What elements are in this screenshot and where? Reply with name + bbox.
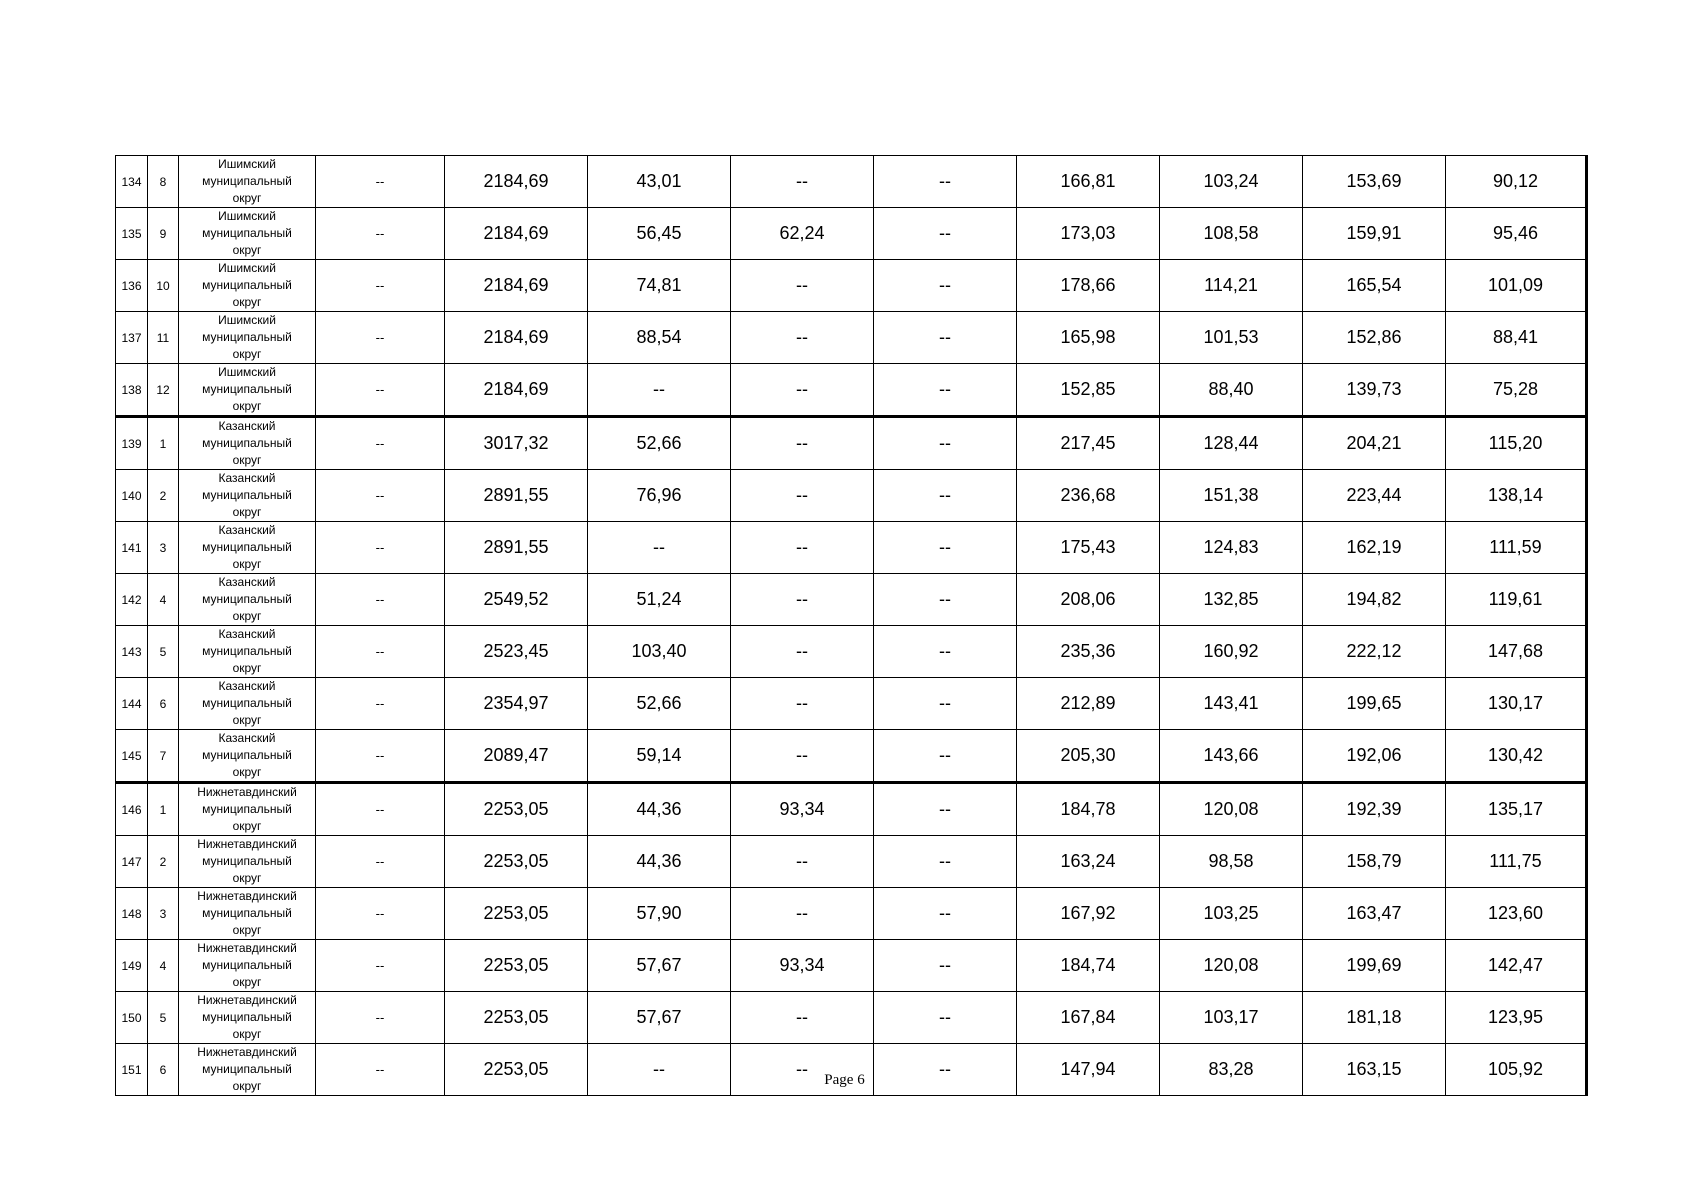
- value-cell: --: [731, 364, 874, 417]
- value-cell: 2184,69: [445, 312, 588, 364]
- row-number-cell: 136: [116, 260, 148, 312]
- table-row: [116, 312, 1587, 364]
- value-cell: 236,68: [1017, 470, 1160, 522]
- table-row: [116, 522, 1587, 574]
- tariff-table: [115, 155, 1588, 1096]
- table-row: [116, 940, 1587, 992]
- table-row: [116, 208, 1587, 260]
- district-name-line: Нижнетавдинский: [197, 889, 297, 903]
- value-cell: 2523,45: [445, 626, 588, 678]
- value-cell: 124,83: [1160, 522, 1303, 574]
- value-cell: 160,92: [1160, 626, 1303, 678]
- district-name-line: Ишимский: [218, 261, 276, 275]
- value-cell: 93,34: [731, 940, 874, 992]
- value-cell: 2549,52: [445, 574, 588, 626]
- value-cell: 175,43: [1017, 522, 1160, 574]
- value-cell: 52,66: [588, 417, 731, 470]
- district-name-line: Ишимский: [218, 157, 276, 171]
- row-number-cell: 150: [116, 992, 148, 1044]
- value-cell: --: [874, 208, 1017, 260]
- table-row: [116, 730, 1587, 783]
- district-name-line: Казанский: [218, 679, 276, 693]
- value-cell: 111,75: [1446, 836, 1587, 888]
- value-cell: 167,84: [1017, 992, 1160, 1044]
- value-cell: 115,20: [1446, 417, 1587, 470]
- table-row: [116, 626, 1587, 678]
- district-name-line: муниципальный: [202, 436, 292, 450]
- value-cell: --: [874, 730, 1017, 783]
- row-number-cell: 140: [116, 470, 148, 522]
- value-cell: --: [731, 626, 874, 678]
- value-cell: 128,44: [1160, 417, 1303, 470]
- row-number-cell: 151: [116, 1044, 148, 1096]
- value-cell: --: [874, 522, 1017, 574]
- value-cell: 123,60: [1446, 888, 1587, 940]
- value-cell: 2184,69: [445, 156, 588, 208]
- district-name-line: Казанский: [218, 471, 276, 485]
- value-cell: --: [316, 626, 445, 678]
- district-name-line: муниципальный: [202, 1062, 292, 1076]
- value-cell: --: [316, 888, 445, 940]
- value-cell: 2253,05: [445, 1044, 588, 1096]
- value-cell: 184,74: [1017, 940, 1160, 992]
- district-name-line: муниципальный: [202, 958, 292, 972]
- value-cell: 142,47: [1446, 940, 1587, 992]
- district-name-line: Нижнетавдинский: [197, 993, 297, 1007]
- sub-number-cell: 5: [148, 992, 179, 1044]
- row-number-cell: 139: [116, 417, 148, 470]
- district-cell: [179, 417, 316, 470]
- district-name-line: муниципальный: [202, 488, 292, 502]
- district-name-line: Ишимский: [218, 365, 276, 379]
- value-cell: 93,34: [731, 783, 874, 836]
- value-cell: --: [731, 888, 874, 940]
- district-cell: [179, 626, 316, 678]
- value-cell: 114,21: [1160, 260, 1303, 312]
- value-cell: 173,03: [1017, 208, 1160, 260]
- table-row: [116, 783, 1587, 836]
- value-cell: 75,28: [1446, 364, 1587, 417]
- value-cell: 147,94: [1017, 1044, 1160, 1096]
- district-name-line: муниципальный: [202, 382, 292, 396]
- value-cell: 120,08: [1160, 940, 1303, 992]
- value-cell: 2253,05: [445, 836, 588, 888]
- value-cell: 74,81: [588, 260, 731, 312]
- value-cell: 151,38: [1160, 470, 1303, 522]
- value-cell: --: [316, 312, 445, 364]
- district-name-line: муниципальный: [202, 226, 292, 240]
- district-name-line: муниципальный: [202, 696, 292, 710]
- value-cell: 123,95: [1446, 992, 1587, 1044]
- value-cell: --: [731, 992, 874, 1044]
- value-cell: 101,53: [1160, 312, 1303, 364]
- district-cell: [179, 522, 316, 574]
- value-cell: 184,78: [1017, 783, 1160, 836]
- value-cell: 103,24: [1160, 156, 1303, 208]
- row-number-cell: 137: [116, 312, 148, 364]
- value-cell: 88,40: [1160, 364, 1303, 417]
- value-cell: 2891,55: [445, 522, 588, 574]
- district-name-line: Казанский: [218, 575, 276, 589]
- value-cell: 2253,05: [445, 992, 588, 1044]
- value-cell: --: [874, 156, 1017, 208]
- value-cell: --: [316, 783, 445, 836]
- district-cell: [179, 208, 316, 260]
- sub-number-cell: 11: [148, 312, 179, 364]
- district-name-line: округ: [232, 399, 262, 413]
- district-cell: [179, 836, 316, 888]
- district-name-line: Нижнетавдинский: [197, 785, 297, 799]
- value-cell: 44,36: [588, 836, 731, 888]
- value-cell: --: [316, 364, 445, 417]
- value-cell: 101,09: [1446, 260, 1587, 312]
- value-cell: 52,66: [588, 678, 731, 730]
- value-cell: 204,21: [1303, 417, 1446, 470]
- district-name-line: муниципальный: [202, 540, 292, 554]
- value-cell: 62,24: [731, 208, 874, 260]
- value-cell: 2253,05: [445, 888, 588, 940]
- value-cell: --: [316, 470, 445, 522]
- value-cell: 199,65: [1303, 678, 1446, 730]
- value-cell: 2184,69: [445, 364, 588, 417]
- value-cell: 192,06: [1303, 730, 1446, 783]
- value-cell: 235,36: [1017, 626, 1160, 678]
- sub-number-cell: 5: [148, 626, 179, 678]
- district-cell: [179, 470, 316, 522]
- value-cell: --: [874, 417, 1017, 470]
- district-name-line: Казанский: [218, 627, 276, 641]
- value-cell: 98,58: [1160, 836, 1303, 888]
- value-cell: 143,41: [1160, 678, 1303, 730]
- value-cell: --: [874, 260, 1017, 312]
- value-cell: 88,54: [588, 312, 731, 364]
- sub-number-cell: 4: [148, 940, 179, 992]
- district-name-line: округ: [232, 713, 262, 727]
- district-cell: [179, 888, 316, 940]
- district-cell: [179, 992, 316, 1044]
- value-cell: --: [731, 1044, 874, 1096]
- value-cell: 163,47: [1303, 888, 1446, 940]
- row-number-cell: 142: [116, 574, 148, 626]
- value-cell: 2184,69: [445, 260, 588, 312]
- district-name-line: муниципальный: [202, 802, 292, 816]
- value-cell: 2891,55: [445, 470, 588, 522]
- district-name-line: округ: [232, 923, 262, 937]
- value-cell: --: [731, 574, 874, 626]
- value-cell: --: [316, 678, 445, 730]
- district-name-line: муниципальный: [202, 906, 292, 920]
- district-name-line: округ: [232, 975, 262, 989]
- district-cell: [179, 574, 316, 626]
- value-cell: 163,15: [1303, 1044, 1446, 1096]
- value-cell: --: [874, 678, 1017, 730]
- district-name-line: округ: [232, 347, 262, 361]
- value-cell: 2184,69: [445, 208, 588, 260]
- value-cell: --: [874, 992, 1017, 1044]
- sub-number-cell: 6: [148, 678, 179, 730]
- value-cell: 132,85: [1160, 574, 1303, 626]
- district-name-line: округ: [232, 295, 262, 309]
- district-name-line: округ: [232, 557, 262, 571]
- value-cell: --: [316, 208, 445, 260]
- row-number-cell: 146: [116, 783, 148, 836]
- district-name-line: муниципальный: [202, 748, 292, 762]
- district-name-line: округ: [232, 871, 262, 885]
- value-cell: --: [874, 470, 1017, 522]
- sub-number-cell: 1: [148, 417, 179, 470]
- district-cell: [179, 312, 316, 364]
- table-row: [116, 888, 1587, 940]
- district-name-line: округ: [232, 661, 262, 675]
- value-cell: --: [874, 574, 1017, 626]
- district-name-line: муниципальный: [202, 278, 292, 292]
- row-number-cell: 135: [116, 208, 148, 260]
- district-name-line: Нижнетавдинский: [197, 1045, 297, 1059]
- district-name-line: округ: [232, 505, 262, 519]
- value-cell: --: [316, 730, 445, 783]
- value-cell: 120,08: [1160, 783, 1303, 836]
- tariff-table-container: [115, 155, 1586, 1096]
- district-cell: [179, 678, 316, 730]
- district-cell: [179, 156, 316, 208]
- value-cell: 178,66: [1017, 260, 1160, 312]
- value-cell: --: [731, 470, 874, 522]
- value-cell: 105,92: [1446, 1044, 1587, 1096]
- value-cell: --: [316, 1044, 445, 1096]
- district-name-line: округ: [232, 243, 262, 257]
- value-cell: 205,30: [1017, 730, 1160, 783]
- sub-number-cell: 6: [148, 1044, 179, 1096]
- value-cell: --: [874, 783, 1017, 836]
- district-name-line: муниципальный: [202, 644, 292, 658]
- district-name-line: Нижнетавдинский: [197, 941, 297, 955]
- district-name-line: округ: [232, 819, 262, 833]
- value-cell: 103,40: [588, 626, 731, 678]
- value-cell: 3017,32: [445, 417, 588, 470]
- table-row: [116, 470, 1587, 522]
- district-name-line: муниципальный: [202, 854, 292, 868]
- value-cell: 44,36: [588, 783, 731, 836]
- value-cell: --: [316, 574, 445, 626]
- value-cell: --: [316, 522, 445, 574]
- value-cell: 143,66: [1160, 730, 1303, 783]
- table-row: [116, 574, 1587, 626]
- value-cell: 90,12: [1446, 156, 1587, 208]
- district-name-line: Ишимский: [218, 209, 276, 223]
- value-cell: --: [731, 836, 874, 888]
- district-name-line: округ: [232, 1079, 262, 1093]
- value-cell: 167,92: [1017, 888, 1160, 940]
- value-cell: 95,46: [1446, 208, 1587, 260]
- value-cell: 217,45: [1017, 417, 1160, 470]
- value-cell: --: [874, 364, 1017, 417]
- value-cell: 152,86: [1303, 312, 1446, 364]
- value-cell: 165,98: [1017, 312, 1160, 364]
- row-number-cell: 138: [116, 364, 148, 417]
- row-number-cell: 145: [116, 730, 148, 783]
- value-cell: 51,24: [588, 574, 731, 626]
- sub-number-cell: 9: [148, 208, 179, 260]
- value-cell: --: [731, 678, 874, 730]
- value-cell: 57,90: [588, 888, 731, 940]
- value-cell: --: [874, 626, 1017, 678]
- table-row: [116, 364, 1587, 417]
- value-cell: --: [316, 992, 445, 1044]
- value-cell: 158,79: [1303, 836, 1446, 888]
- value-cell: --: [731, 417, 874, 470]
- value-cell: --: [731, 312, 874, 364]
- value-cell: 222,12: [1303, 626, 1446, 678]
- row-number-cell: 144: [116, 678, 148, 730]
- value-cell: 108,58: [1160, 208, 1303, 260]
- value-cell: 163,24: [1017, 836, 1160, 888]
- district-name-line: Казанский: [218, 419, 276, 433]
- value-cell: 57,67: [588, 992, 731, 1044]
- value-cell: --: [316, 260, 445, 312]
- sub-number-cell: 7: [148, 730, 179, 783]
- value-cell: 223,44: [1303, 470, 1446, 522]
- value-cell: 162,19: [1303, 522, 1446, 574]
- district-cell: [179, 940, 316, 992]
- district-name-line: муниципальный: [202, 330, 292, 344]
- district-cell: [179, 364, 316, 417]
- value-cell: 59,14: [588, 730, 731, 783]
- sub-number-cell: 2: [148, 470, 179, 522]
- value-cell: 166,81: [1017, 156, 1160, 208]
- district-cell: [179, 260, 316, 312]
- sub-number-cell: 3: [148, 522, 179, 574]
- row-number-cell: 134: [116, 156, 148, 208]
- value-cell: 165,54: [1303, 260, 1446, 312]
- district-name-line: округ: [232, 609, 262, 623]
- value-cell: 212,89: [1017, 678, 1160, 730]
- value-cell: 111,59: [1446, 522, 1587, 574]
- value-cell: --: [874, 836, 1017, 888]
- value-cell: 76,96: [588, 470, 731, 522]
- value-cell: 2253,05: [445, 783, 588, 836]
- value-cell: --: [731, 260, 874, 312]
- district-name-line: Ишимский: [218, 313, 276, 327]
- table-row: [116, 992, 1587, 1044]
- value-cell: --: [731, 156, 874, 208]
- value-cell: 159,91: [1303, 208, 1446, 260]
- row-number-cell: 148: [116, 888, 148, 940]
- district-name-line: округ: [232, 765, 262, 779]
- table-body: [116, 156, 1587, 1096]
- district-name-line: Казанский: [218, 731, 276, 745]
- table-row: [116, 260, 1587, 312]
- district-cell: [179, 783, 316, 836]
- table-row: [116, 678, 1587, 730]
- value-cell: 138,14: [1446, 470, 1587, 522]
- value-cell: 83,28: [1160, 1044, 1303, 1096]
- district-name-line: Нижнетавдинский: [197, 837, 297, 851]
- value-cell: --: [588, 522, 731, 574]
- table-row: [116, 156, 1587, 208]
- row-number-cell: 141: [116, 522, 148, 574]
- value-cell: 153,69: [1303, 156, 1446, 208]
- value-cell: --: [316, 156, 445, 208]
- value-cell: 130,42: [1446, 730, 1587, 783]
- value-cell: --: [731, 730, 874, 783]
- value-cell: 103,17: [1160, 992, 1303, 1044]
- value-cell: --: [731, 522, 874, 574]
- page-number: Page 6: [824, 1072, 865, 1088]
- value-cell: 2354,97: [445, 678, 588, 730]
- table-row: [116, 417, 1587, 470]
- district-name-line: муниципальный: [202, 1010, 292, 1024]
- value-cell: 181,18: [1303, 992, 1446, 1044]
- district-name-line: округ: [232, 453, 262, 467]
- value-cell: 2089,47: [445, 730, 588, 783]
- row-number-cell: 143: [116, 626, 148, 678]
- sub-number-cell: 8: [148, 156, 179, 208]
- value-cell: --: [874, 940, 1017, 992]
- value-cell: 147,68: [1446, 626, 1587, 678]
- value-cell: 199,69: [1303, 940, 1446, 992]
- district-name-line: округ: [232, 191, 262, 205]
- value-cell: 130,17: [1446, 678, 1587, 730]
- value-cell: --: [874, 1044, 1017, 1096]
- value-cell: 135,17: [1446, 783, 1587, 836]
- sub-number-cell: 12: [148, 364, 179, 417]
- sub-number-cell: 1: [148, 783, 179, 836]
- value-cell: --: [316, 836, 445, 888]
- value-cell: 56,45: [588, 208, 731, 260]
- district-name-line: муниципальный: [202, 174, 292, 188]
- value-cell: --: [588, 1044, 731, 1096]
- value-cell: 208,06: [1017, 574, 1160, 626]
- sub-number-cell: 10: [148, 260, 179, 312]
- value-cell: 139,73: [1303, 364, 1446, 417]
- value-cell: 2253,05: [445, 940, 588, 992]
- value-cell: 43,01: [588, 156, 731, 208]
- value-cell: --: [874, 888, 1017, 940]
- row-number-cell: 149: [116, 940, 148, 992]
- district-name-line: муниципальный: [202, 592, 292, 606]
- value-cell: --: [316, 940, 445, 992]
- district-name-line: Казанский: [218, 523, 276, 537]
- row-number-cell: 147: [116, 836, 148, 888]
- table-row: [116, 836, 1587, 888]
- sub-number-cell: 2: [148, 836, 179, 888]
- value-cell: --: [588, 364, 731, 417]
- value-cell: 194,82: [1303, 574, 1446, 626]
- sub-number-cell: 3: [148, 888, 179, 940]
- value-cell: 103,25: [1160, 888, 1303, 940]
- value-cell: 88,41: [1446, 312, 1587, 364]
- sub-number-cell: 4: [148, 574, 179, 626]
- value-cell: --: [316, 417, 445, 470]
- value-cell: 192,39: [1303, 783, 1446, 836]
- value-cell: 57,67: [588, 940, 731, 992]
- district-name-line: округ: [232, 1027, 262, 1041]
- value-cell: --: [874, 312, 1017, 364]
- value-cell: 119,61: [1446, 574, 1587, 626]
- district-cell: [179, 730, 316, 783]
- value-cell: 152,85: [1017, 364, 1160, 417]
